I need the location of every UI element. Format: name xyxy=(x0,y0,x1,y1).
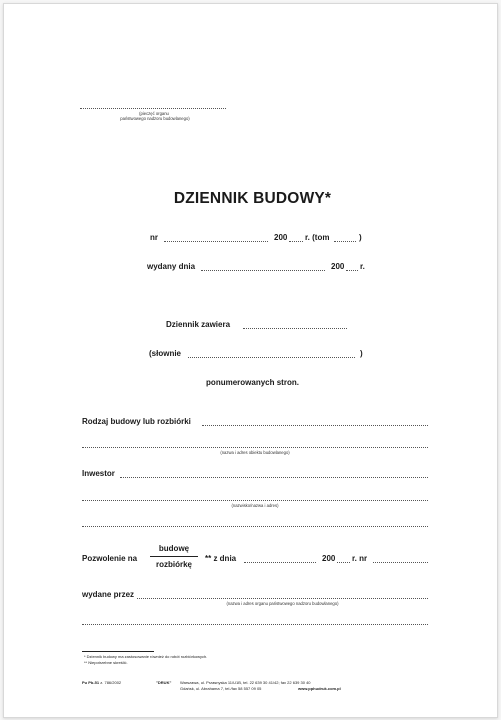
issued-year-field[interactable] xyxy=(346,270,358,271)
issued-date-field[interactable] xyxy=(201,270,325,271)
investor-hint: (nazwisko/nazwa i adres) xyxy=(231,503,279,508)
words-close: ) xyxy=(360,349,363,358)
construction-hint: (nazwa i adres obiektu budowlanego) xyxy=(220,450,290,455)
permit-date-field[interactable] xyxy=(244,562,316,563)
tom-close: ) xyxy=(359,233,362,242)
publisher-address-1: Warszawa, ul. Przasnyska 11/U1B, tel. 22 639 30 41/42; fax 22 639 30 40 xyxy=(180,680,311,685)
permit-year-label: 200 xyxy=(322,554,336,563)
footnote-rule xyxy=(82,651,154,652)
pages-text: ponumerowanych stron. xyxy=(206,378,299,387)
permit-option-demolish[interactable]: rozbiórkę xyxy=(155,560,192,569)
construction-label: Rodzaj budowy lub rozbiórki xyxy=(82,417,191,426)
issued-by-field-2[interactable] xyxy=(82,624,428,625)
words-field[interactable] xyxy=(188,357,355,358)
permit-date-label: ** z dnia xyxy=(205,554,237,563)
issued-by-label: wydane przez xyxy=(82,590,135,599)
contains-field[interactable] xyxy=(243,328,347,329)
publisher-brand-name: "DRUK" xyxy=(156,680,172,685)
investor-field-2[interactable] xyxy=(82,500,428,501)
contains-label: Dziennik zawiera xyxy=(166,320,231,329)
nr-label: nr xyxy=(150,233,158,242)
publisher-brand xyxy=(156,680,171,685)
words-open: (słownie xyxy=(149,349,182,358)
publisher-address-2: Gdańsk, ul. Abrahama 7, tel./fax 58 557 09 05 xyxy=(180,686,262,691)
stamp-line xyxy=(80,108,226,109)
publisher-website[interactable] xyxy=(298,686,341,691)
construction-field-1[interactable] xyxy=(202,425,428,426)
nr-year-field[interactable] xyxy=(289,241,303,242)
publisher-website-text: www.pphudruk.com.pl xyxy=(298,686,341,691)
page-title: DZIENNIK BUDOWY* xyxy=(173,190,332,207)
nr-year-label: 200 xyxy=(274,233,288,242)
permit-fraction-line xyxy=(150,556,198,557)
form-code xyxy=(82,680,121,685)
footnote-1: * Dziennik budowy ma zastosowanie również do robót rozbiórkowych. xyxy=(84,654,208,659)
permit-year-field[interactable] xyxy=(337,562,350,563)
form-code-number: Pu Pb-51 xyxy=(82,680,100,685)
issued-by-hint: (nazwa i adres organu państwowego nadzoru budowlanego) xyxy=(226,601,339,606)
nr-field[interactable] xyxy=(164,241,268,242)
investor-label: Inwestor xyxy=(82,469,115,478)
permit-number-field[interactable] xyxy=(373,562,428,563)
stamp-caption-2: państwowego nadzoru budowlanego) xyxy=(120,116,190,121)
footnote-2: ** Niepotrzebne skreślić. xyxy=(84,660,128,665)
permit-r-nr-label: r. nr xyxy=(352,554,368,563)
form-page xyxy=(3,3,498,718)
tom-field[interactable] xyxy=(334,241,356,242)
investor-field-3[interactable] xyxy=(82,526,428,527)
issued-year-label: 200 xyxy=(331,262,345,271)
stamp-caption-1: (pieczęć organu xyxy=(139,111,169,116)
investor-field-1[interactable] xyxy=(120,477,428,478)
issued-by-field-1[interactable] xyxy=(137,598,428,599)
issued-r-label: r. xyxy=(360,262,365,271)
permit-option-build[interactable]: budowę xyxy=(158,544,190,553)
tom-label: r. (tom xyxy=(305,233,330,242)
construction-field-2[interactable] xyxy=(82,447,428,448)
form-year-code: z. 786/2002 xyxy=(100,680,122,685)
permit-label: Pozwolenie na xyxy=(82,554,138,563)
issued-date-label: wydany dnia xyxy=(147,262,196,271)
